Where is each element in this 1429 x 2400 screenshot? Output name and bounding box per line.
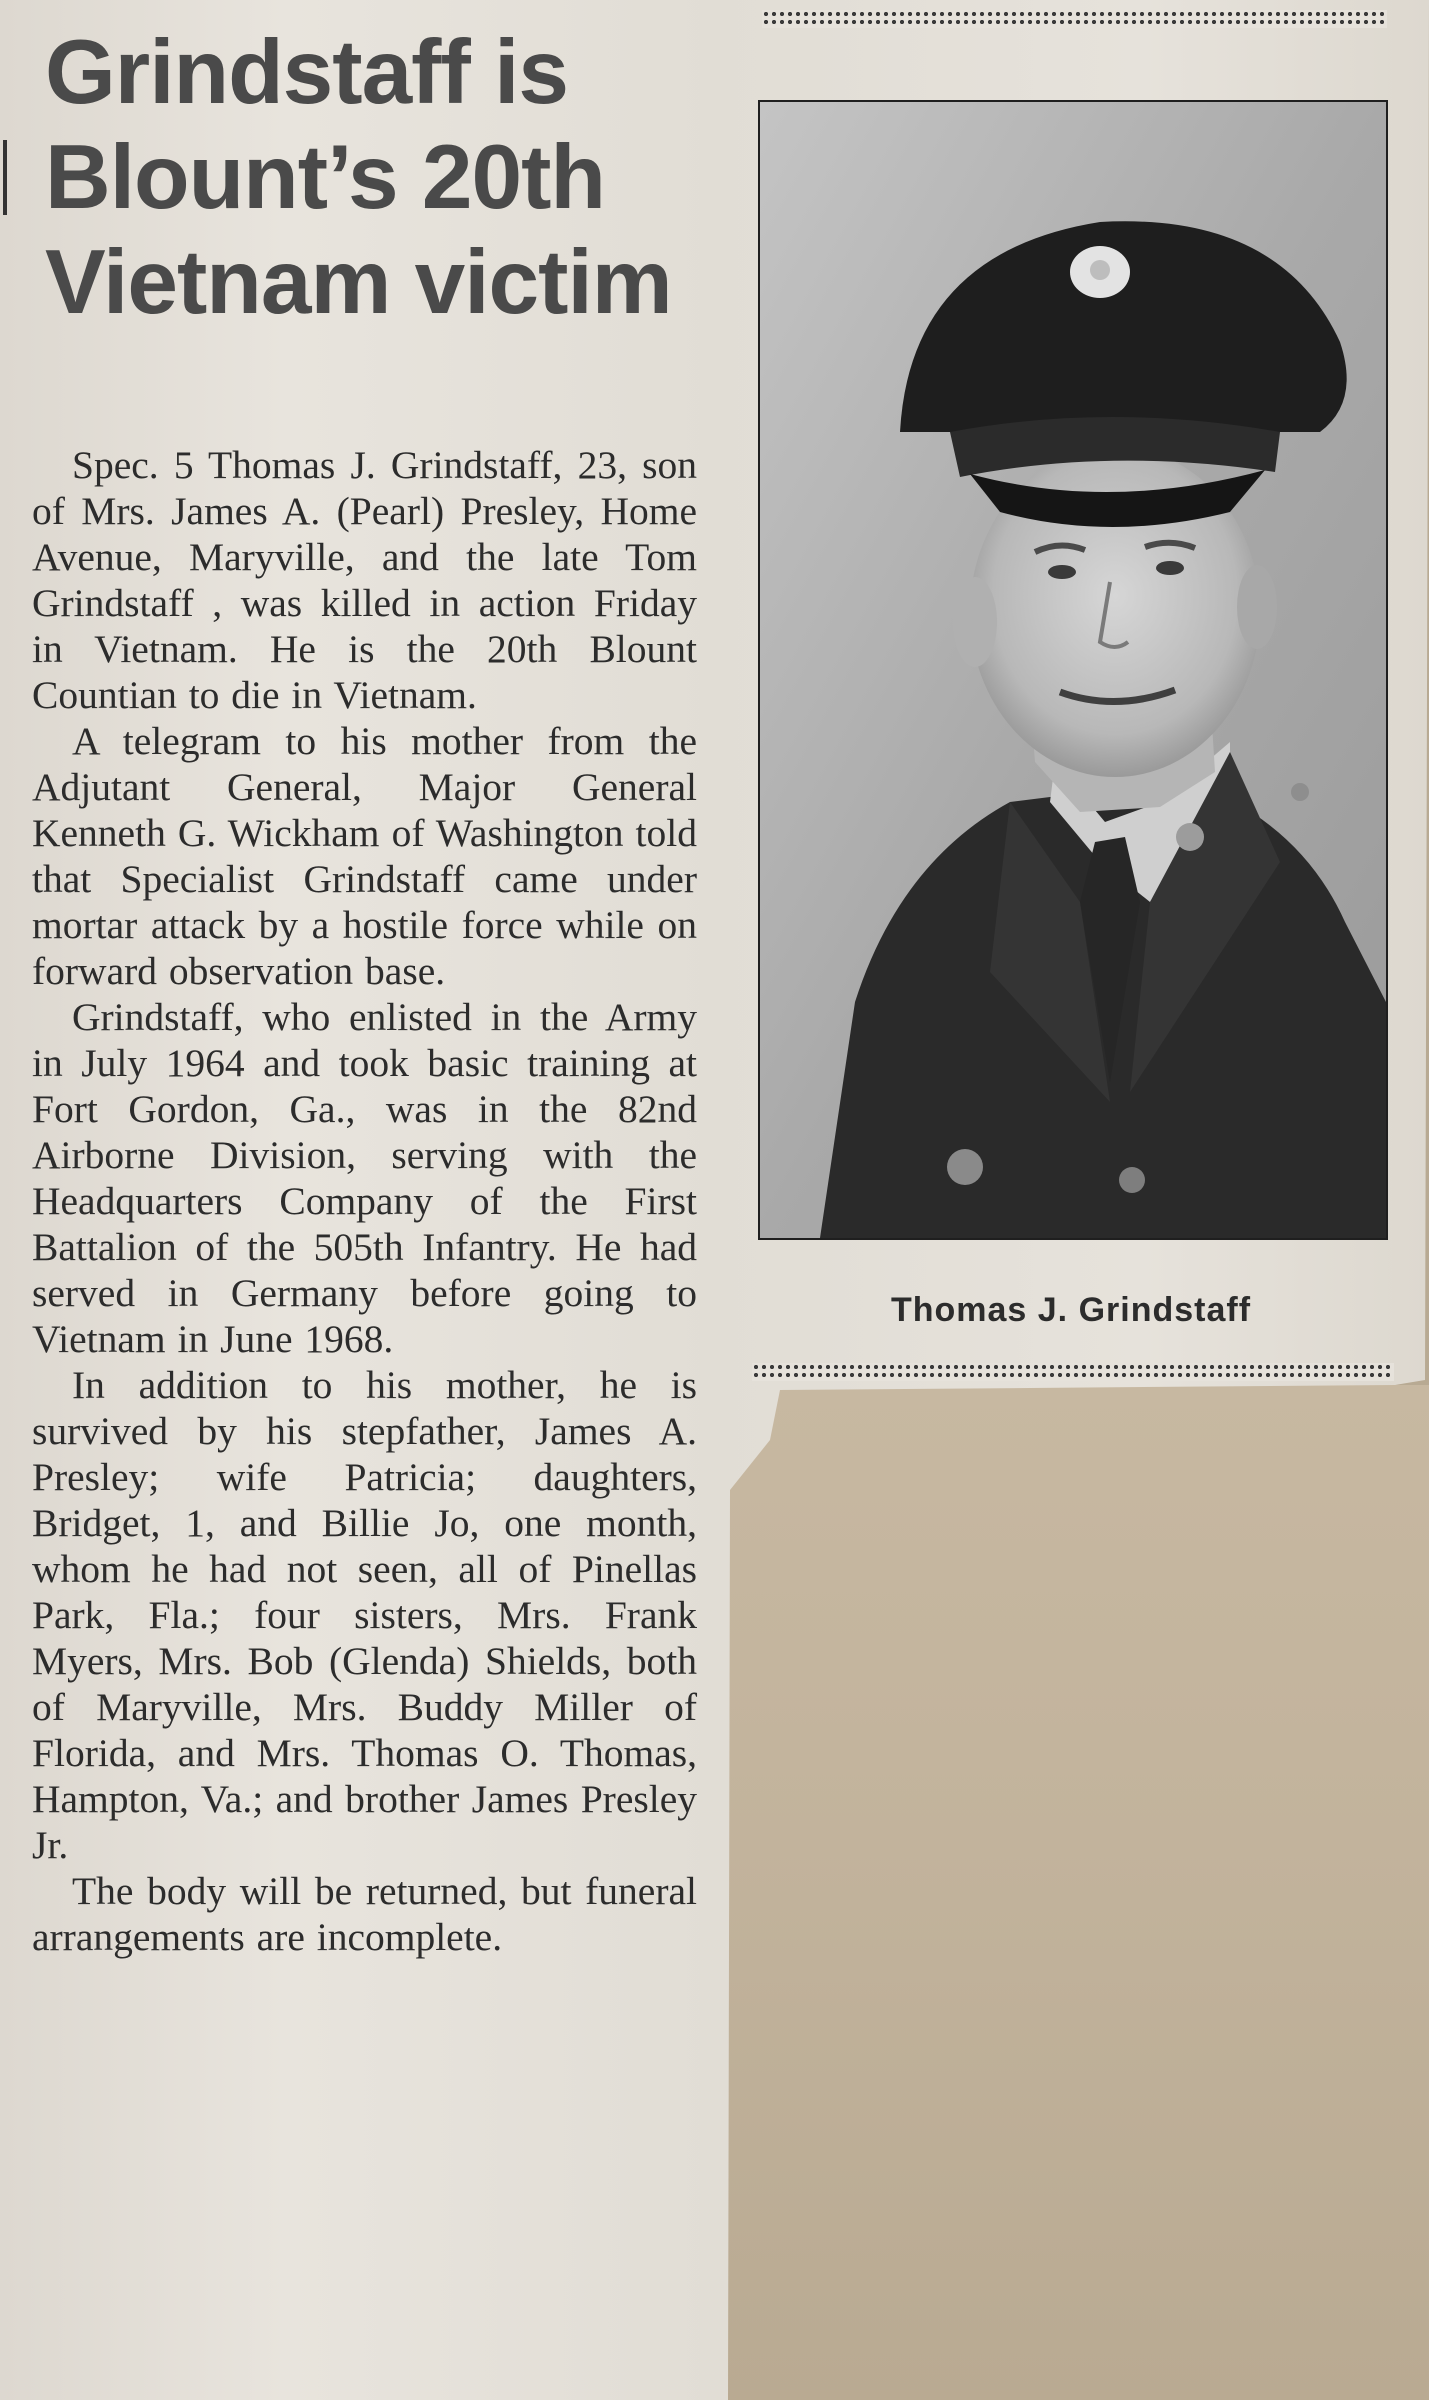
halftone-border-bottom [752,1363,1394,1381]
photo-caption: Thomas J. Grindstaff [890,1291,1252,1329]
article-paragraph: In addition to his mother, he is survived by his stepfather, James A. Presley; wife Patricia; daughters, Bridget, 1, and Billie Jo, one month, whom he had not seen, all of Pinellas Park, Fla.; four sisters, Mrs. Frank Myers, Mrs. Bob (Glenda) Shields, both of Maryville, Mrs. Buddy Miller of Florida, and Mrs. Thomas O. Thomas, Hampton, Va.; and brother James Presley Jr. [32,1363,697,1867]
soldier-portrait-image [760,102,1386,1238]
article-body [32,442,697,1960]
article-paragraph: The body will be returned, but funeral arrangements are incomplete. [32,1869,697,1959]
portrait-photo [758,100,1388,1240]
column-rule [3,140,7,215]
halftone-border-top [762,10,1387,28]
headline [45,20,705,335]
article-paragraph: A telegram to his mother from the Adjutant General, Major General Kenneth G. Wickham of Washington told that Specialist Grindstaff came under mortar attack by a hostile force while on forward observation base. [32,719,697,993]
scrapbook-backing [700,1385,1429,2400]
headline-line-2: Blount’s 20th [45,127,605,228]
article-paragraph: Spec. 5 Thomas J. Grindstaff, 23, son of Mrs. James A. (Pearl) Presley, Home Avenue, Maryville, and the late Tom Grindstaff , was killed in action Friday in Vietnam. He is the 20th Blount Countian to die in Vietnam. [32,443,697,717]
article-paragraph: Grindstaff, who enlisted in the Army in July 1964 and took basic training at Fort Gordon, Ga., was in the 82nd Airborne Division, serving with the Headquarters Company of the First Battalion of the 505th Infantry. He had served in Germany before going to Vietnam in June 1968. [32,995,697,1361]
headline-line-1: Grindstaff is [45,22,568,123]
headline-line-3: Vietnam victim [45,232,672,333]
